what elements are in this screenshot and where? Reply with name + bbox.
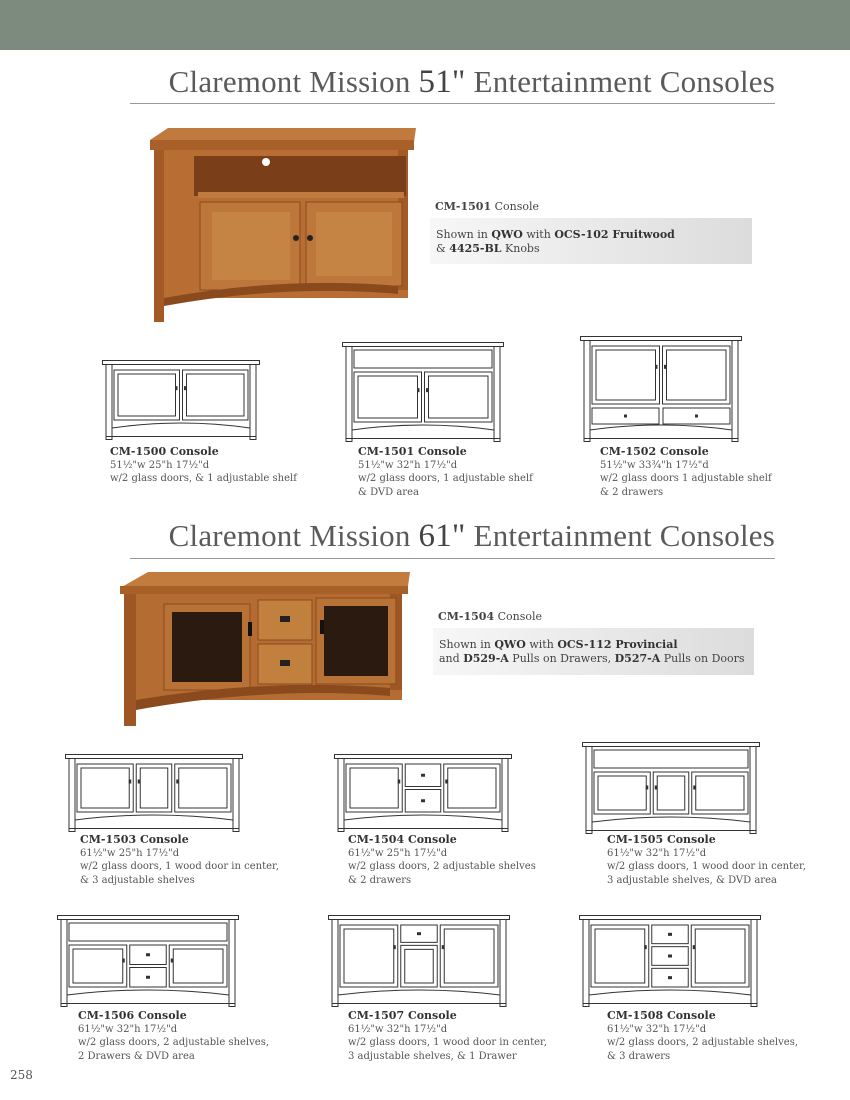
line-drawing-cm-1505	[582, 742, 760, 834]
product-caption: CM-1502 Console 51½"w 33¾"h 17½"d w/2 glass doors 1 adjustable shelf & 2 drawers	[600, 445, 772, 498]
product-caption: CM-1508 Console 61½"w 32"h 17½"d w/2 glass doors, 2 adjustable shelves, & 3 drawers	[607, 1009, 799, 1062]
divider	[130, 558, 775, 559]
featured-caption: CM-1501 Console	[435, 200, 540, 213]
page-number: 258	[10, 1068, 33, 1082]
product-caption: CM-1504 Console 61½"w 25"h 17½"d w/2 glass doors, 2 adjustable shelves & 2 drawers	[348, 833, 536, 886]
section-title-61: Claremont Mission 61" Entertainment Consoles	[168, 518, 775, 554]
line-drawing-cm-1501	[342, 342, 504, 442]
line-drawing-cm-1503	[65, 754, 243, 832]
featured-caption: CM-1504 Console	[438, 610, 543, 623]
line-drawing-cm-1504	[334, 754, 512, 832]
featured-finish-box: Shown in QWO with OCS-102 Fruitwood & 4425-BL Knobs	[430, 218, 752, 264]
divider	[130, 103, 775, 104]
line-drawing-cm-1507	[328, 915, 510, 1007]
product-caption: CM-1506 Console 61½"w 32"h 17½"d w/2 glass doors, 2 adjustable shelves, 2 Drawers & DVD area	[78, 1009, 270, 1062]
featured-finish-box: Shown in QWO with OCS-112 Provincial and D529-A Pulls on Drawers, D527-A Pulls on Doors	[433, 628, 754, 675]
product-caption: CM-1505 Console 61½"w 32"h 17½"d w/2 glass doors, 1 wood door in center, 3 adjustable shelves, & DVD area	[607, 833, 806, 886]
product-caption: CM-1500 Console 51½"w 25"h 17½"d w/2 glass doors, & 1 adjustable shelf	[110, 445, 297, 484]
line-drawing-cm-1506	[57, 915, 239, 1007]
line-drawing-cm-1508	[579, 915, 761, 1007]
line-drawing-cm-1500	[102, 360, 260, 440]
line-drawing-cm-1502	[580, 336, 742, 442]
product-photo-cm-1504	[118, 570, 412, 728]
header-bar	[0, 0, 850, 50]
product-caption: CM-1501 Console 51½"w 32"h 17½"d w/2 glass doors, 1 adjustable shelf & DVD area	[358, 445, 533, 498]
product-caption: CM-1503 Console 61½"w 25"h 17½"d w/2 glass doors, 1 wood door in center, & 3 adjustable shelves	[80, 833, 279, 886]
product-caption: CM-1507 Console 61½"w 32"h 17½"d w/2 glass doors, 1 wood door in center, 3 adjustable shelves, & 1 Drawer	[348, 1009, 547, 1062]
product-photo-cm-1501	[146, 126, 418, 326]
section-title-51: Claremont Mission 51" Entertainment Consoles	[168, 64, 775, 100]
